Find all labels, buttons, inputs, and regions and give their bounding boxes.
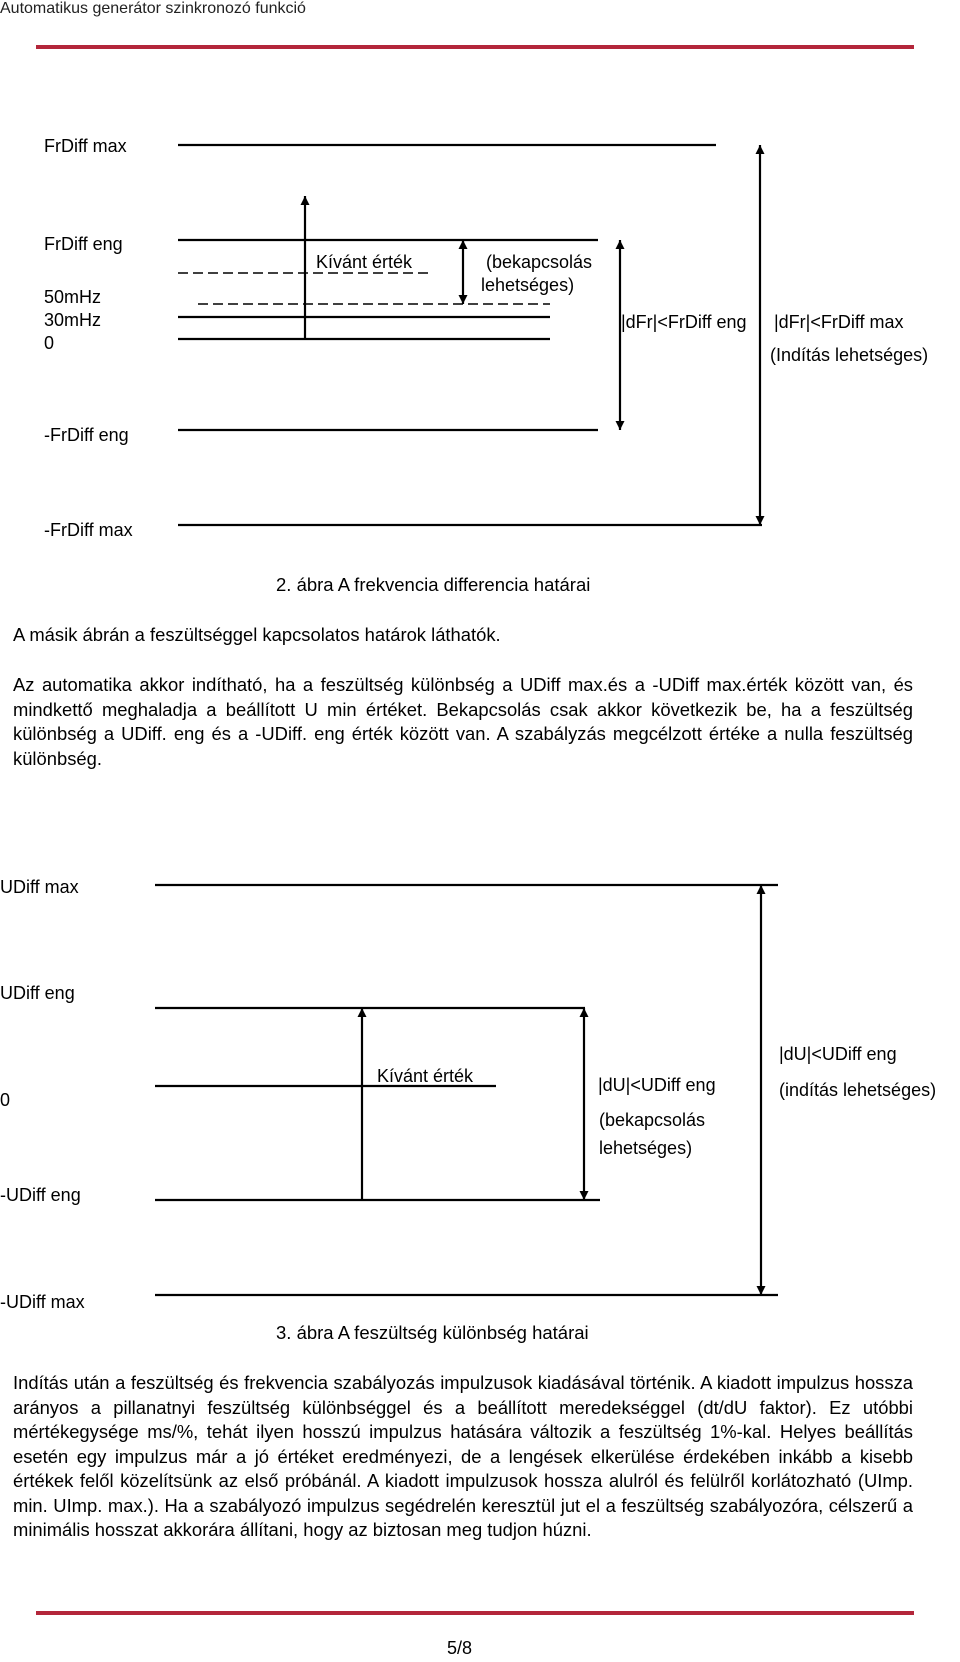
page-number: 5/8	[447, 1638, 473, 1658]
label-bekapcsolas-fr-2: lehetséges)	[481, 275, 575, 295]
figure2-lines	[178, 145, 762, 525]
footer-rule	[36, 1611, 914, 1615]
paragraph-2: Az automatika akkor indítható, ha a feszültség különbség a UDiff max.és a -UDiff max.érték között van, és mindkettő meghaladja a beállított U min értéket. Bekapcsolás csak akkor következik be, ha a feszültség különbség a UDiff. eng és a -UDiff. eng érték között van. A szabályzás megcélzott értéke a nulla feszültség különbség.	[13, 674, 913, 769]
label-neg-udiff-max: -UDiff max	[0, 1292, 85, 1312]
label-udiff-eng: UDiff eng	[0, 983, 75, 1003]
label-bekapcsolas-u-2: lehetséges)	[599, 1138, 693, 1158]
label-bekapcsolas-u-1: (bekapcsolás	[599, 1110, 706, 1130]
figure3-caption: 3. ábra A feszültség különbség határai	[276, 1322, 589, 1343]
label-neg-frdiff-eng: -FrDiff eng	[44, 425, 129, 445]
label-neg-frdiff-max: -FrDiff max	[44, 520, 133, 540]
label-30mhz: 30mHz	[44, 310, 102, 330]
label-neg-udiff-eng: -UDiff eng	[0, 1185, 81, 1205]
label-inditas-fr: (Indítás lehetséges)	[770, 345, 929, 365]
label-frdiff-max: FrDiff max	[44, 136, 127, 156]
header-title: Automatikus generátor szinkronozó funkció	[0, 0, 306, 17]
label-udiff-max: UDiff max	[0, 877, 79, 897]
label-cond-u-max: |dU|<UDiff eng	[779, 1044, 897, 1064]
label-cond-fr-max: |dFr|<FrDiff max	[774, 312, 904, 332]
label-inditas-u: (indítás lehetséges)	[779, 1080, 937, 1100]
paragraph-3: Indítás után a feszültség és frekvencia szabályozás impulzusok kiadásával történik. A kiadott impulzus hossza arányos a pillanatnyi feszültség különbséggel és a beállított meredekséggel (dt/dU faktor). Ez utóbbi mértékegysége ms/%, tehát ilyen hosszú impulzus hatására változik a feszültség 1%-kal. Helyes beállítás esetén egy impulzus már a jó értéket eredményezi, de a lengések elkerülése érdekében inkább a kisebb értékek felől közelítsünk az első próbánál. A kiadott impulzusok hossza alulról és felülről korlátozható (UImp. min. UImp. max.). Ha a szabályozó impulzus segédrelén keresztül jut el a feszültség szabályozóra, célszerű a minimális hosszat akkorára állítani, hogy az biztosan meg tudjon húzni.	[13, 1372, 913, 1540]
label-zero-fr: 0	[44, 333, 55, 353]
label-bekapcsolas-fr-1: (bekapcsolás	[486, 252, 593, 272]
label-zero-u: 0	[0, 1090, 11, 1110]
label-cond-u-eng: |dU|<UDiff eng	[598, 1075, 716, 1095]
label-frdiff-eng: FrDiff eng	[44, 234, 123, 254]
paragraph-1: A másik ábrán a feszültséggel kapcsolatos határok láthatók.	[13, 624, 501, 645]
figure2-caption: 2. ábra A frekvencia differencia határai	[276, 574, 591, 595]
label-kivant-ertek-fr: Kívánt érték	[316, 252, 413, 272]
label-cond-fr-eng: |dFr|<FrDiff eng	[621, 312, 747, 332]
label-kivant-ertek-u: Kívánt érték	[377, 1066, 474, 1086]
label-50mhz: 50mHz	[44, 287, 102, 307]
